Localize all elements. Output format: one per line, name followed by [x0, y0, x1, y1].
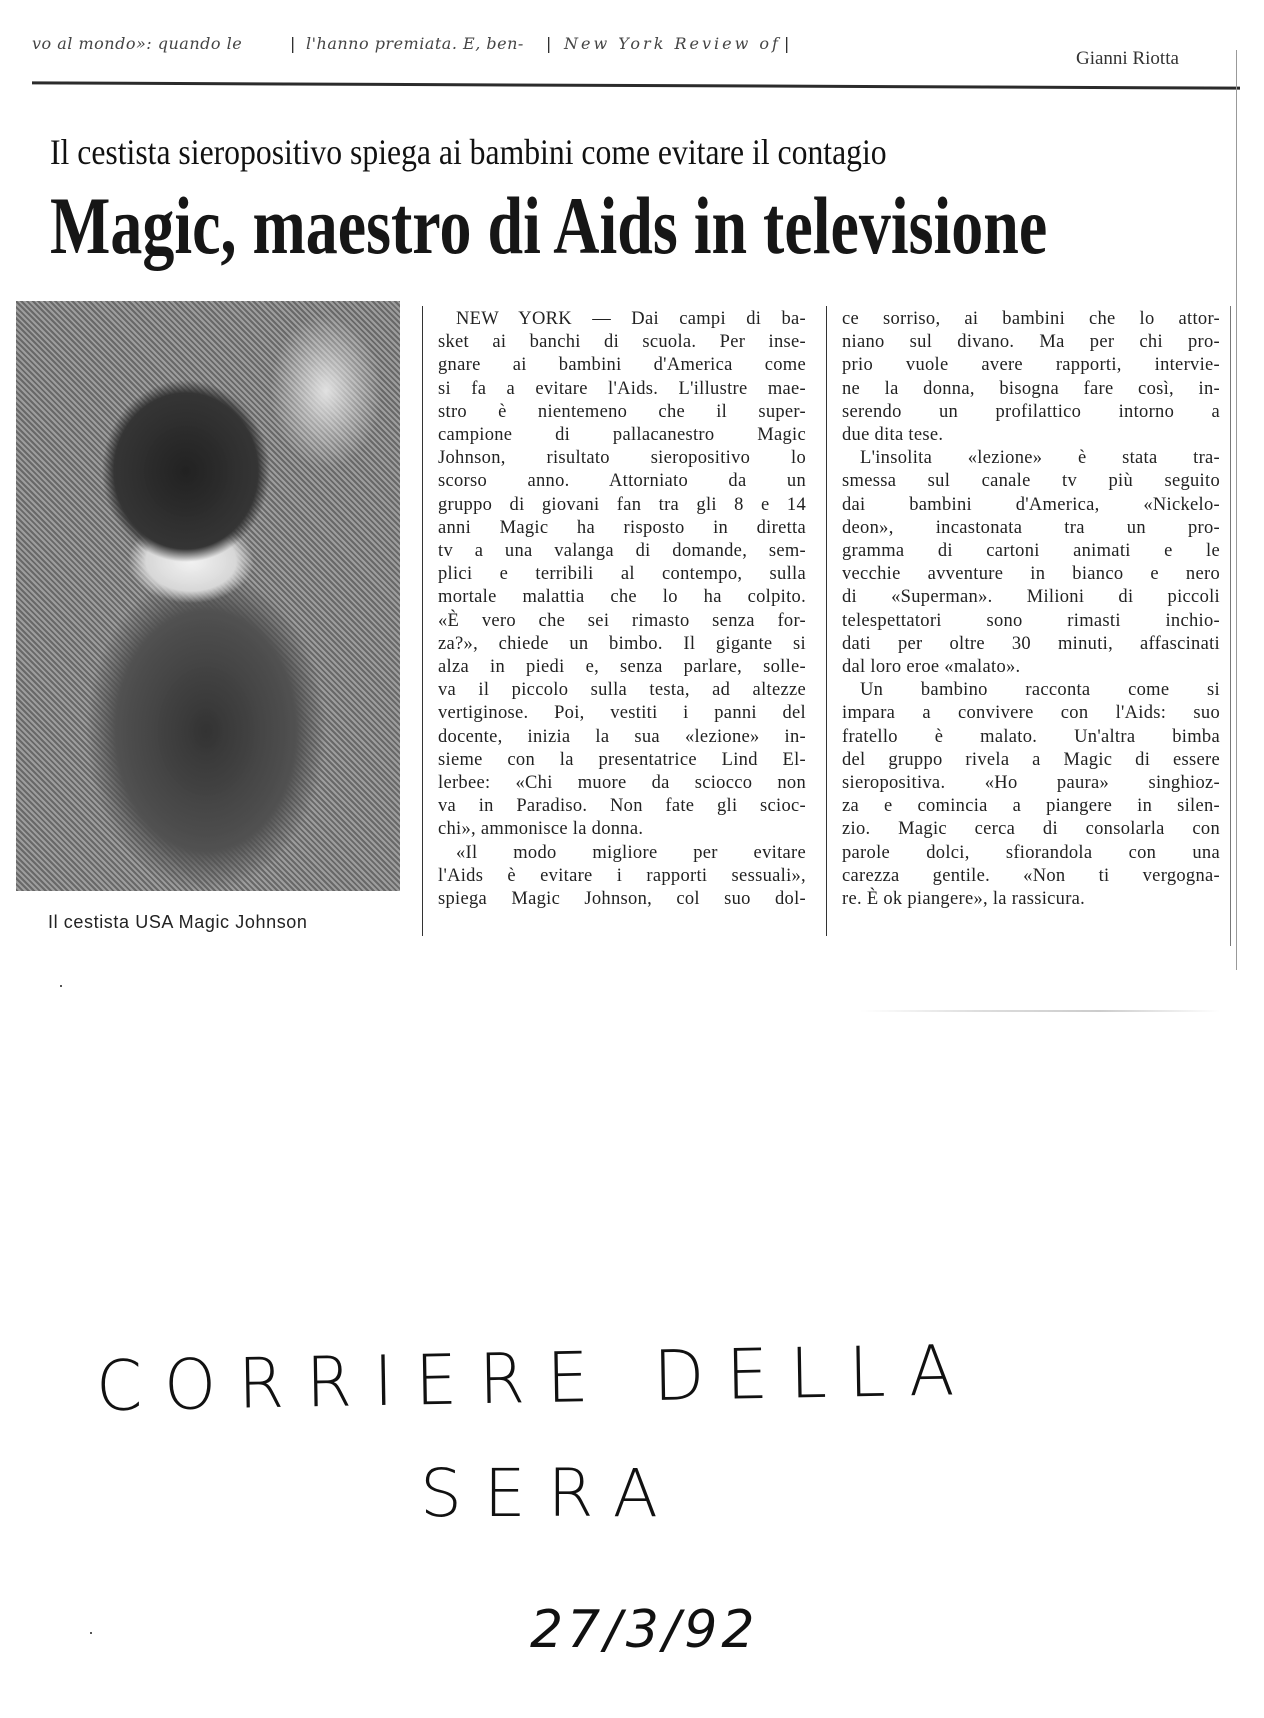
text-line: vecchie avventure in bianco e nero	[842, 564, 1220, 585]
text-line: fratello è malato. Un'altra bimba	[842, 726, 1220, 747]
text-line: NEW YORK — Dai campi di ba-	[456, 309, 806, 329]
text-line: tv a una valanga di domande, sem-	[438, 541, 806, 562]
photo-caption: Il cestista USA Magic Johnson	[48, 912, 308, 932]
text-line: plici e terribili al contempo, sulla	[438, 564, 806, 585]
text-line: anni Magic ha risposto in diretta	[438, 517, 806, 538]
handwritten-newspaper-name-2: SERA	[420, 1455, 680, 1532]
previous-article-strip	[32, 34, 1232, 64]
headline: Magic, maestro di Aids in televisione	[50, 180, 1048, 271]
text-line: Un bambino racconta come si	[860, 680, 1220, 701]
text-line: vertiginose. Poi, vestiti i panni del	[438, 703, 806, 724]
text-line: gnare ai bambini d'America come	[438, 355, 806, 376]
column-rule-middle	[826, 306, 827, 936]
clipping-edge	[1236, 50, 1237, 970]
text-line: sket ai banchi di scuola. Per inse-	[438, 332, 806, 353]
text-line: va il piccolo sulla testa, ad altezze	[438, 680, 806, 701]
text-line: alza in piedi e, senza parlare, solle-	[438, 657, 806, 678]
text-line: ne la donna, bisogna fare così, in-	[842, 378, 1220, 399]
strip-divider: |	[290, 34, 296, 53]
text-line: L'insolita «lezione» è stata tra-	[860, 448, 1220, 469]
text-line: zio. Magic cerca di consolarla con	[842, 819, 1220, 840]
text-line: spiega Magic Johnson, col suo dol-	[438, 889, 806, 910]
strip-fragment-1: vo al mondo»: quando le	[32, 34, 243, 53]
text-line: dati per oltre 30 minuti, affascinati	[842, 633, 1220, 654]
text-line: scorso anno. Attorniato da un	[438, 471, 806, 492]
text-line: Johnson, risultato sieropositivo lo	[438, 448, 806, 469]
scan-artifact	[60, 985, 62, 987]
text-line: campione di pallacanestro Magic	[438, 425, 806, 446]
article-column-1	[438, 308, 806, 911]
top-rule	[32, 81, 1240, 89]
scan-artifact	[860, 1010, 1220, 1012]
handwritten-date: 27/3/92	[530, 1600, 759, 1660]
strip-fragment-2: l'hanno premiata. E, ben-	[306, 34, 524, 53]
text-line: ce sorriso, ai bambini che lo attor-	[842, 309, 1220, 329]
text-line: sieropositiva. «Ho paura» singhioz-	[842, 773, 1220, 794]
magic-johnson-photo	[16, 301, 400, 891]
text-line: gramma di cartoni animati e le	[842, 541, 1220, 562]
text-line: l'Aids è evitare i rapporti sessuali»,	[438, 865, 806, 886]
text-line: dal loro eroe «malato».	[842, 657, 1021, 678]
text-line: docente, inizia la sua «lezione» in-	[438, 726, 806, 747]
scan-artifact	[90, 1632, 92, 1634]
text-line: di «Superman». Milioni di piccoli	[842, 587, 1220, 608]
text-line: telespettatori sono rimasti inchio-	[842, 610, 1220, 631]
text-line: del gruppo rivela a Magic di essere	[842, 749, 1220, 770]
text-line: za?», chiede un bimbo. Il gigante si	[438, 633, 806, 654]
text-line: carezza gentile. «Non ti vergogna-	[842, 865, 1220, 886]
text-line: dai bambini d'America, «Nickelo-	[842, 494, 1220, 515]
strip-divider: |	[546, 34, 552, 53]
text-line: mortale malattia che lo ha colpito.	[438, 587, 806, 608]
column-rule-right	[1230, 306, 1231, 946]
text-line: serendo un profilattico intorno a	[842, 401, 1220, 422]
text-line: parole dolci, sfiorandola con una	[842, 842, 1220, 863]
text-line: «È vero che sei rimasto senza for-	[438, 610, 806, 631]
text-line: smessa sul canale tv più seguito	[842, 471, 1220, 492]
text-line: prio vuole avere rapporti, intervie-	[842, 355, 1220, 376]
text-line: gruppo di giovani fan tra gli 8 e 14	[438, 494, 806, 515]
text-line: re. È ok piangere», la rassicura.	[842, 889, 1086, 910]
text-line: chi», ammonisce la donna.	[438, 819, 644, 840]
strip-divider: |	[784, 34, 790, 53]
text-line: niano sul divano. Ma per chi pro-	[842, 332, 1220, 353]
text-line: deon», incastonata tra un pro-	[842, 517, 1220, 538]
text-line: va in Paradiso. Non fate gli scioc-	[438, 796, 806, 817]
kicker-subheadline: Il cestista sieropositivo spiega ai bambini come evitare il contagio	[50, 132, 887, 172]
text-line: «Il modo migliore per evitare	[456, 842, 806, 863]
text-line: stro è nientemeno che il super-	[438, 401, 806, 422]
text-line: si fa a evitare l'Aids. L'illustre mae-	[438, 378, 806, 399]
byline: Gianni Riotta	[1076, 48, 1179, 69]
article-column-2	[842, 308, 1220, 911]
text-line: due dita tese.	[842, 425, 944, 446]
column-rule-left	[422, 306, 423, 936]
handwritten-newspaper-name: CORRIERE DELLA	[95, 1330, 977, 1427]
text-line: lerbee: «Chi muore da sciocco non	[438, 773, 806, 794]
text-line: za e comincia a piangere in silen-	[842, 796, 1220, 817]
text-line: impara a convivere con l'Aids: suo	[842, 703, 1220, 724]
text-line: sieme con la presentatrice Lind El-	[438, 749, 806, 770]
strip-fragment-3: New York Review of	[564, 34, 781, 53]
